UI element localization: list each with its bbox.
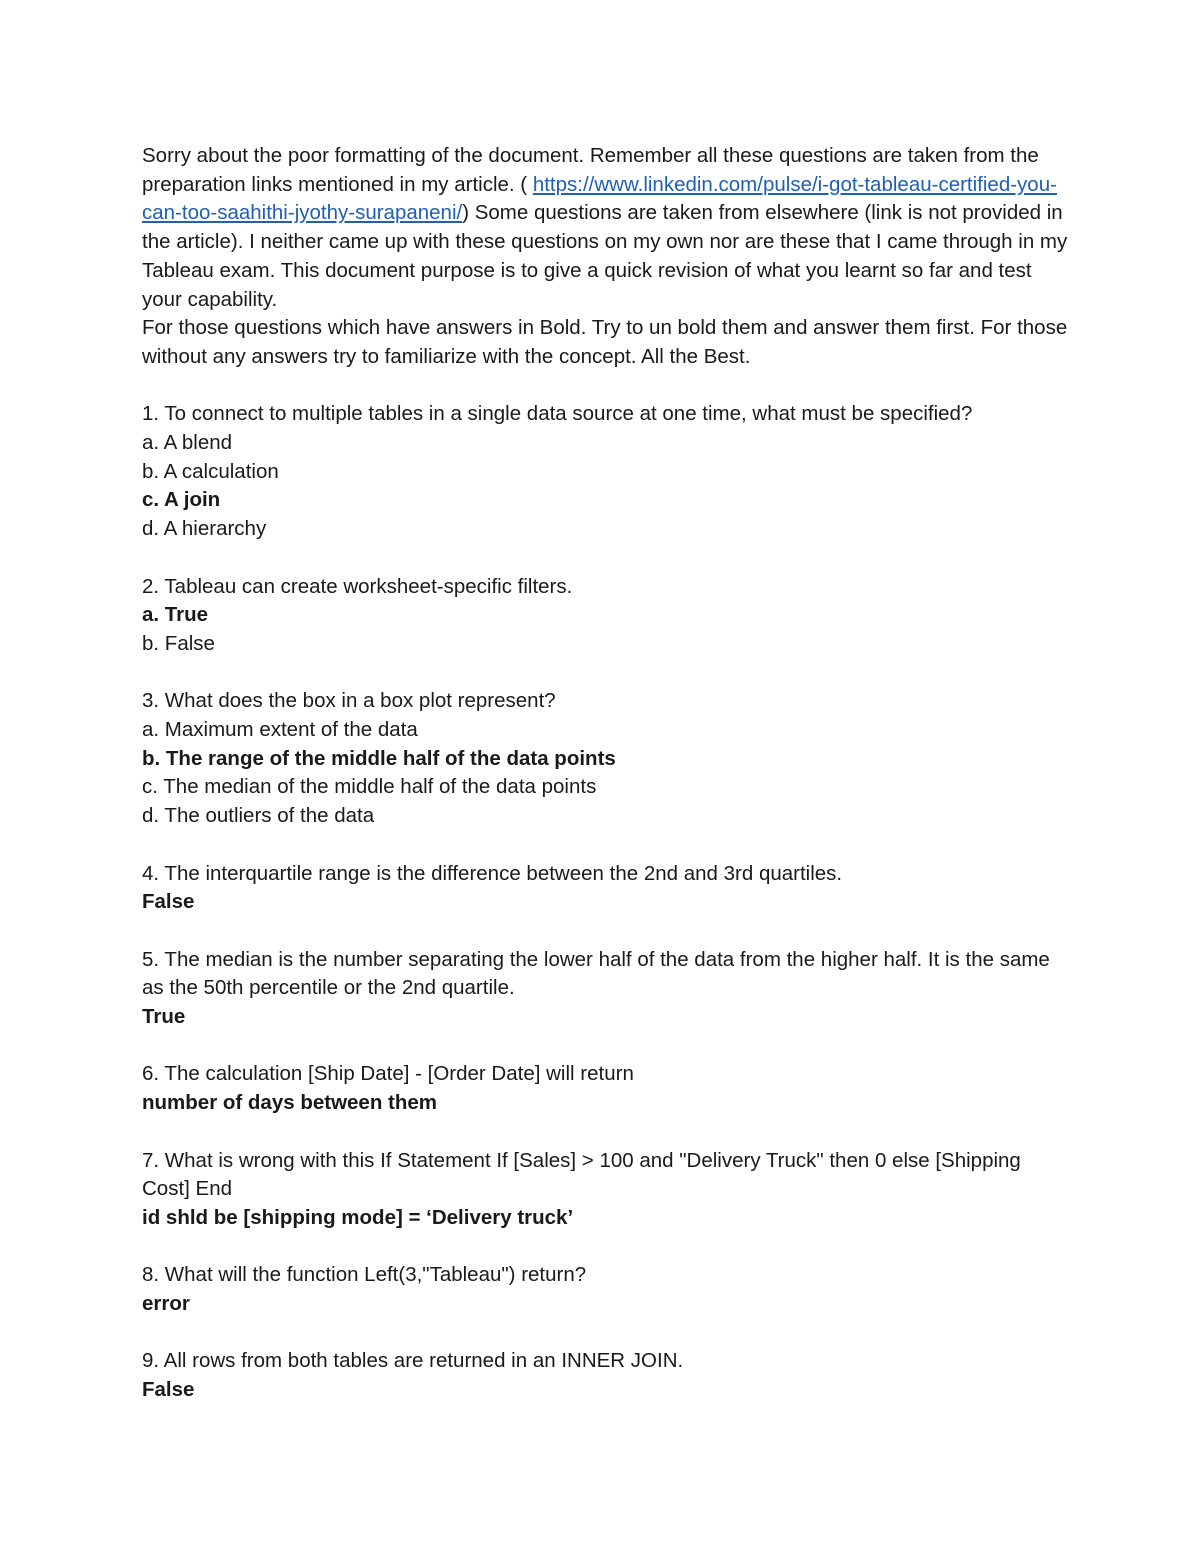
document-body (142, 142, 1072, 1405)
question-5: 5. The median is the number separating the lower half of the data from the higher half. It is the same as the 50th percentile or the 2nd quartile. (142, 947, 1050, 1000)
question-1: 1. To connect to multiple tables in a single data source at one time, what must be specified? (142, 402, 973, 426)
q1-option-a: a. A blend (142, 431, 233, 455)
q8-answer: error (142, 1292, 190, 1315)
article-link[interactable]: https://www.linkedin.com/pulse/i-got-tableau-certified-you-can-too-saahithi-jyothy-surapaneni/ (142, 172, 1057, 225)
q7-answer: id shld be [shipping mode] = ‘Delivery truck’ (142, 1205, 574, 1229)
question-4: 4. The interquartile range is the difference between the 2nd and 3rd quartiles. (142, 861, 843, 885)
instructions-paragraph: For those questions which have answers in Bold. Try to un bold them and answer them first. For those without any answers try to familiarize with the concept. All the Best. (142, 316, 1068, 368)
q2-option-b: b. False (142, 631, 215, 655)
q5-answer: True (142, 1005, 186, 1029)
q2-option-a-correct: a. True (142, 603, 209, 627)
intro-text-1: Sorry about the poor formatting of the document. Remember all these questions are taken from the preparation links mentioned in my article. ( (142, 144, 1039, 196)
question-9: 9. All rows from both tables are returned in an INNER JOIN. (142, 1349, 684, 1373)
q3-option-b-correct: b. The range of the middle half of the data points (142, 746, 616, 770)
question-7: 7. What is wrong with this If Statement If [Sales] > 100 and "Delivery Truck" then 0 else [Shipping Cost] End (142, 1148, 1021, 1201)
q3-option-a: a. Maximum extent of the data (142, 718, 418, 742)
question-2: 2. Tableau can create worksheet-specific filters. (142, 574, 573, 598)
intro-paragraph (142, 142, 1072, 314)
intro-text-2: ) Some questions are taken from elsewhere (link is not provided in the article). I neither came up with these questions on my own nor are these that I came through in my Tableau exam. This document purpose is to give a quick revision of what you learnt so far and test your capability. (142, 201, 1068, 311)
question-6: 6. The calculation [Ship Date] - [Order Date] will return (142, 1062, 634, 1086)
q1-option-c-correct: c. A join (142, 488, 221, 512)
q6-answer: number of days between them (142, 1091, 438, 1115)
q3-option-c: c. The median of the middle half of the data points (142, 775, 597, 799)
question-3: 3. What does the box in a box plot represent? (142, 689, 556, 713)
question-8: 8. What will the function Left(3,"Tableau") return? (142, 1263, 587, 1287)
q9-answer: False (142, 1378, 195, 1402)
q1-option-b: b. A calculation (142, 459, 279, 483)
q1-option-d: d. A hierarchy (142, 517, 267, 541)
q4-answer: False (142, 890, 195, 914)
q3-option-d: d. The outliers of the data (142, 804, 375, 828)
